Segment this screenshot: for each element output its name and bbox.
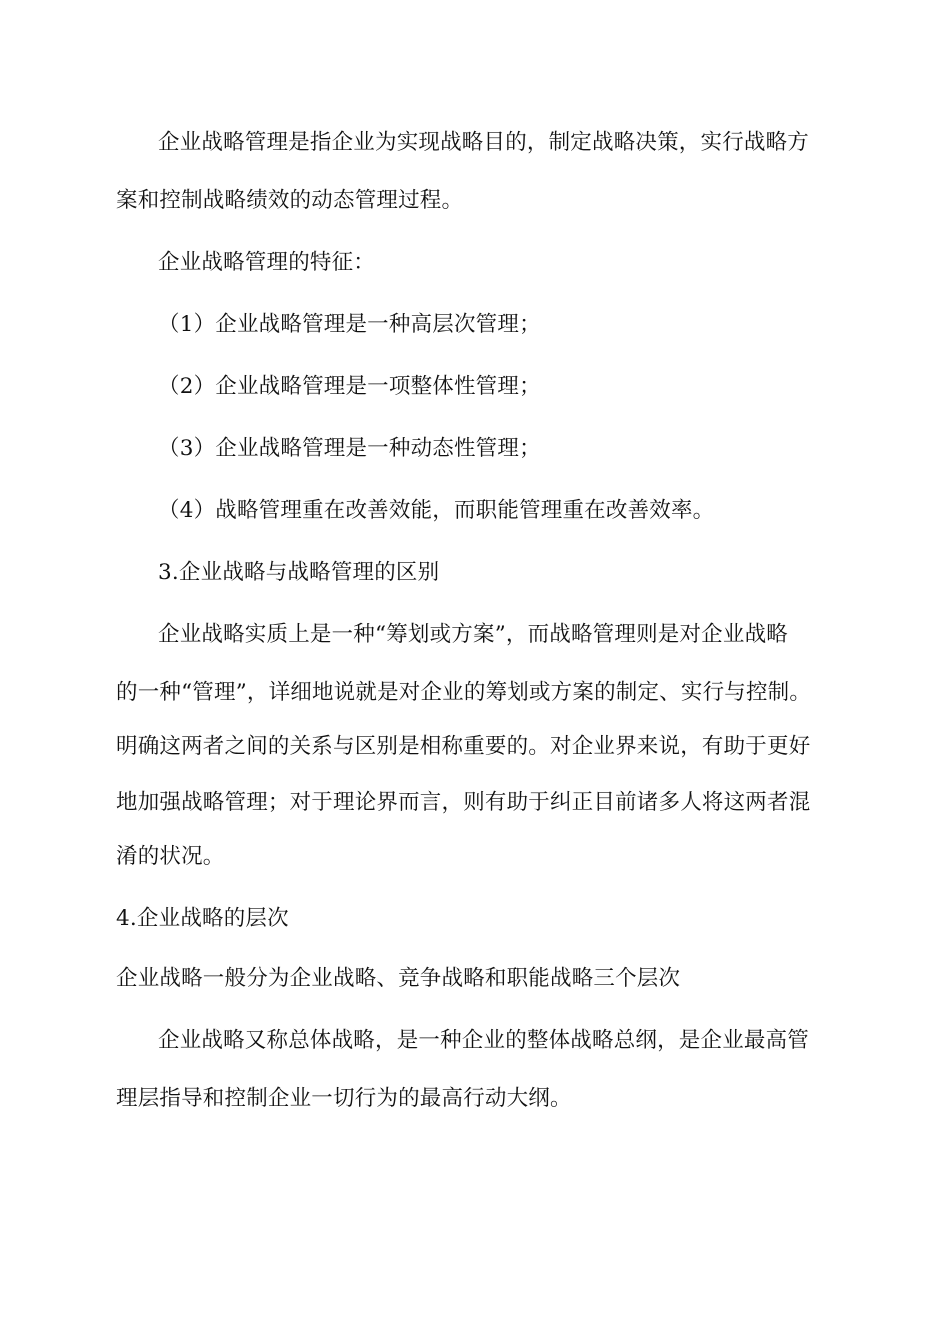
paragraph-2-line-3: 明确这两者之间的关系与区别是相称重要的。对企业界来说，有助于更好 [116,734,811,759]
paragraph-1-line-1: 企业战略管理是指企业为实现战略目的，制定战略决策，实行战略方 [158,130,810,155]
paragraph-2-line-4: 地加强战略管理；对于理论界而言，则有助于纠正目前诸多人将这两者混 [116,790,811,815]
features-heading: 企业战略管理的特征： [158,250,376,275]
paragraph-1-line-2: 案和控制战略绩效的动态管理过程。 [116,188,464,213]
paragraph-2-line-1: 企业战略实质上是一种“筹划或方案”，而战略管理则是对企业战略 [158,622,788,647]
paragraph-3: 企业战略一般分为企业战略、竞争战略和职能战略三个层次 [116,966,681,991]
feature-item-2: （2）企业战略管理是一项整体性管理； [158,374,541,399]
paragraph-4-line-2: 理层指导和控制企业一切行为的最高行动大纲。 [116,1086,572,1111]
paragraph-4-line-1: 企业战略又称总体战略，是一种企业的整体战略总纲，是企业最高管 [158,1028,810,1053]
section-3-heading: 3.企业战略与战略管理的区别 [158,560,440,585]
feature-item-4: （4）战略管理重在改善效能，而职能管理重在改善效率。 [158,498,715,523]
feature-item-3: （3）企业战略管理是一种动态性管理； [158,436,541,461]
paragraph-2-line-5: 淆的状况。 [116,844,225,869]
section-4-heading: 4.企业战略的层次 [116,906,289,931]
paragraph-2-line-2: 的一种“管理”，详细地说就是对企业的筹划或方案的制定、实行与控制。 [116,680,812,705]
feature-item-1: （1）企业战略管理是一种高层次管理； [158,312,541,337]
